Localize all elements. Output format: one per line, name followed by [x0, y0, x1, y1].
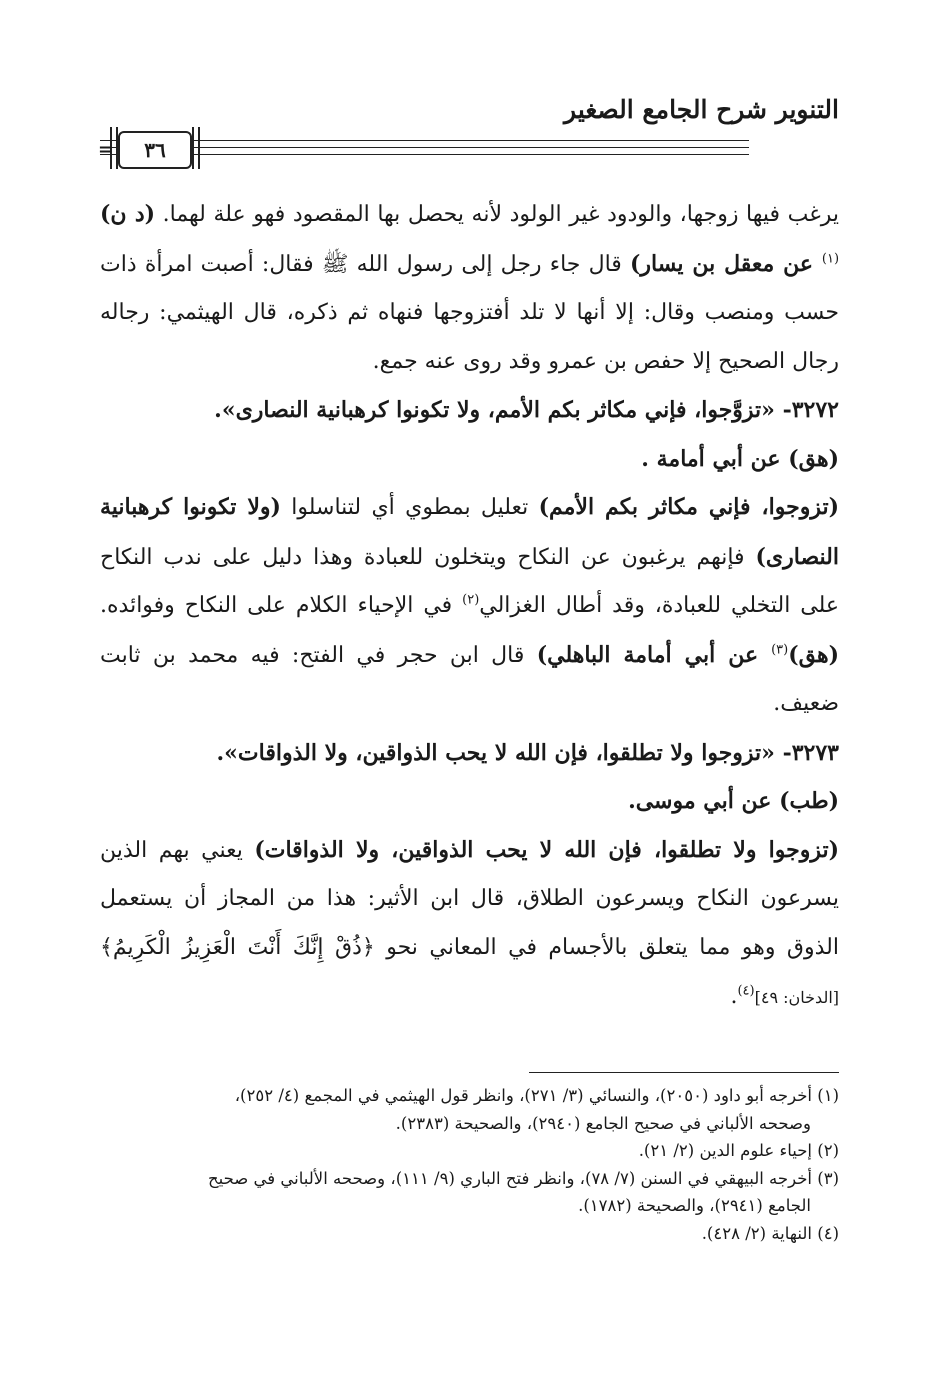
- footnote: الجامع (٢٩٤١)، والصحيحة (١٧٨٢).: [578, 1196, 811, 1215]
- hadith-source: (طب) عن أبي موسى.: [628, 788, 839, 814]
- quran-verse: ﴿ذُقْ إِنَّكَ أَنْتَ الْعَزِيزُ الْكَرِيمُ﴾: [100, 934, 375, 960]
- footnote: (١) أخرجه أبو داود (٢٠٥٠)، والنسائي (٣/ ٢٧١)، وانظر قول الهيثمي في المجمع (٤/ ٢٥٢)،: [234, 1086, 839, 1105]
- page-header: [100, 95, 839, 185]
- page-number: [118, 131, 192, 169]
- footnote-ref: (١): [821, 251, 840, 267]
- paragraph: يرغب فيها زوجها، والودود غير الولود لأنه يحصل بها المقصود فهو علة لهما. (د ن)$^{(١)}$ عن معقل بن يسار) قال جاء رجل إلى رسول الله ﷺ فقال: أصبت امرأة ذات حسب ومنصب وقال: إلا أنها لا تلد أفتزوجها فنهاه ثم ذكره، قال الهيثمي: رجاله رجال الصحيح إلا حفص بن عمرو وقد روى عنه جمع.: [100, 201, 840, 374]
- footnotes: [100, 1082, 839, 1247]
- page-number-text: ٣٦: [144, 138, 166, 162]
- hadith-source: (هق) عن أبي أمامة .: [641, 445, 839, 472]
- footnote: (٣) أخرجه البيهقي في السنن (٧/ ٧٨)، وانظر فتح الباري (٩/ ١١١)، وصححه الألباني في صحيح: [207, 1168, 839, 1188]
- footnote-separator: [529, 1072, 839, 1073]
- main-text: [100, 190, 839, 1023]
- footnote-ref: (٢): [462, 592, 480, 608]
- footnote: (٤) النهاية (٢/ ٤٢٨).: [701, 1223, 839, 1243]
- paragraph: (تزوجوا، فإني مكاثر بكم الأمم) تعليل بمطوي أي لتناسلوا (ولا تكونوا كرهبانية النصارى) فإنهم يرغبون عن النكاح ويتخلون للعبادة وهذا دليل على ندب النكاح على التخلي للعبادة، وقد أطال الغزالي$^{(٢)}$ في الإحياء الكلام على النكاح وفوائده. (هق)$^{(٣)}$ عن أبي أمامة الباهلي) قال ابن حجر في الفتح: فيه محمد بن ثابت ضعيف.: [100, 494, 839, 716]
- hadith-heading: ٣٢٧٢- «تزوَّجوا، فإني مكاثر بكم الأمم، ولا تكونوا كرهبانية النصارى».: [214, 397, 839, 423]
- paragraph: (تزوجوا ولا تطلقوا، فإن الله لا يحب الذواقين، ولا الذواقات) يعني بهم الذين يسرعون النكاح ويسرعون الطلاق، قال ابن الأثير: هذا من المجاز أن يستعمل الذوق وهو مما يتعلق بالأجسام في المعاني نحو ﴿ذُقْ إِنَّكَ أَنْتَ الْعَزِيزُ الْكَرِيمُ﴾ [الدخان: ٤٩]$^{(٤)}$.: [100, 836, 839, 1009]
- running-title: التنوير شرح الجامع الصغير: [564, 95, 839, 124]
- ornament-mark: =: [98, 139, 114, 160]
- hadith-heading: ٣٢٧٣- «تزوجوا ولا تطلقوا، فإن الله لا يحب الذواقين، ولا الذواقات».: [216, 739, 839, 766]
- footnote-ref: (٣): [771, 642, 789, 658]
- footnote: وصححه الألباني في صحيح الجامع (٢٩٤٠)، والصحيحة (٢٣٨٣).: [395, 1113, 811, 1133]
- footnote: (٢) إحياء علوم الدين (٢/ ٢١).: [638, 1141, 839, 1160]
- footnote-ref: (٤): [737, 983, 755, 999]
